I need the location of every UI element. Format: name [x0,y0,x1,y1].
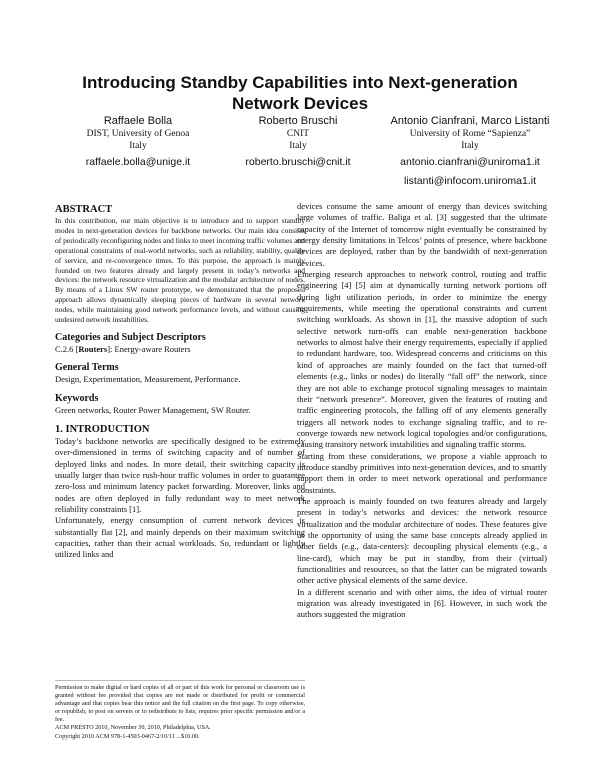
author-affiliation: University of Rome “Sapienza” [409,129,531,139]
author-name: Antonio Cianfrani, Marco Listanti [390,115,550,127]
categories-text [55,344,305,355]
intro-paragraph-2: Unfortunately, energy consumption of current network devices is substantially flat [2], and mainly depends on their maximum switching capacities, rather than their actual workloads. So, redundant or lightly utilized links and [55,515,305,560]
intro-paragraph-1: Today’s backbone networks are specifically designed to be extremely over-dimensioned in terms of switching capacity and of number of deployed links and nodes. In more detail, their switching capacity is usually larger than twice rush-hour traffic volumes in order to guarantee zero-loss and minimum latency packet forwarding. Moreover, links and nodes are often deployed in fully redundant way to meet network reliability constraints [1]. [55,436,305,515]
author-email-2: listanti@infocom.uniroma1.it [403,175,537,187]
category-code: C.2.6 [ [55,343,79,354]
author-country: Italy [129,141,147,151]
author-affiliation: DIST, University of Genoa [86,129,190,139]
author-email: antonio.cianfrani@uniroma1.it [400,156,540,168]
author-email: roberto.bruschi@cnit.it [245,156,351,168]
left-column [55,203,305,561]
permission-notice: Permission to make digital or hard copies of all or part of this work for personal or classroom use is granted without fee provided that copies are not made or distributed for profit or commercial advantage and that copies bear this notice and the full citation on the first page. To copy otherwise, or republish, to post on servers or to redistribute to lists, requires prior specific permission and/or a fee. [55,684,305,724]
abstract-heading: ABSTRACT [55,204,113,215]
right-paragraph-1: devices consume the same amount of energy than devices switching large volumes of traffic. Baliga et al. [3] suggested that the ultimate capacity of the Internet of tomorrow night eventually be constrained by energy density limitations in Telcos’ points of presence, where backbone devices are deployed, rather than by the bandwidth of next-generation devices. [297,201,547,268]
title-line-1: Introducing Standby Capabilities into Next-generation [82,73,518,92]
author-name: Raffaele Bolla [103,115,173,127]
right-paragraph-5: In a different scenario and with other aims, the idea of virtual router migration was already investigated in [6]. However, in such work the authors suggested the migration [297,586,547,620]
category-bold: Routers [78,343,108,354]
paper-title [0,72,600,114]
footnote-divider [55,680,305,681]
title-line-2: Network Devices [231,94,369,113]
conference-line: ACM PRESTO 2010, November 30, 2010, Philadelphia, USA. [55,724,211,732]
author-2 [228,114,368,171]
author-name: Roberto Bruschi [258,115,338,127]
author-country: Italy [289,141,307,151]
copyright-line: Copyright 2010 ACM 978-1-4503-0467-2/10/11 ...$10.00. [55,732,200,740]
author-country: Italy [461,141,479,151]
general-terms-heading: General Terms [55,362,119,374]
right-paragraph-3: Starting from these considerations, we propose a viable approach to introduce standby primitives into next-generation devices, and to smartly support them in order to meet network operational and performance constraints. [297,450,547,495]
author-3 [380,114,560,190]
copyright-footnote [55,684,305,741]
categories-heading: Categories and Subject Descriptors [55,331,206,343]
author-email: raffaele.bolla@unige.it [85,156,191,168]
introduction-heading: 1. INTRODUCTION [55,424,150,435]
keywords-text: Green networks, Router Power Management, SW Router. [55,404,251,415]
right-paragraph-2: Emerging research approaches to network control, routing and traffic engineering [4] [5] aim at dynamically turning network portions off during light utilization periods, in order to minimize the energy requirements, while meeting the operational constraints and current switching workloads. As shown in [1], the massive adoption of such selective network turn-offs can enable next-generation backbone networks to almost halve their energy requirements, especially if applied to redundant hardware, too. Widespread concerns and criticisms on this kind of approaches are mainly founded on the fact that turned-off elements (e.g., links or nodes) do literally “fall off” the network, since they are not able to exchange protocol signaling messages to maintain their “network presence”. Moreover, given the features of routing and traffic engineering protocols, the falling off of any elements generally triggers all network nodes to exchange signaling traffic, and to re-converge towards new network logical topologies and/or configurations, causing transitory network instabilities and signaling traffic storms. [297,269,547,450]
keywords-heading: Keywords [55,392,99,404]
right-column [297,201,547,621]
author-1 [68,114,208,171]
category-rest: ]: Energy-aware Routers [107,343,191,354]
abstract-text: In this contribution, our main objective is to introduce and to support standby modes in next-generation devices for backbone networks. Our main idea consists of periodically reconfiguring nodes and links to meet incoming traffic volumes and operational constraints of real-world networks, such as reliability, stability, quality of service, and re-convergence times. To this purpose, the approach is mainly founded on two features already and largely present in today’s networks and devices: the network resource virtualization and the modular architecture of nodes. By means of a Linux SW router prototype, we demonstrated that the proposed approach allows dynamically sleeping pieces of hardware in several network nodes, while maintaining good network performance levels, and without causing undesired network instabilities. [55,216,305,325]
general-terms-text: Design, Experimentation, Measurement, Performance. [55,374,241,385]
author-affiliation: CNIT [286,129,310,139]
right-paragraph-4: The approach is mainly founded on two features already and largely present in today’s networks and devices: the network resource virtualization and the modular architecture of nodes. These features give us the opportunity of using the same base concepts already applied in other fields (e.g., data-centers): decoupling physical elements (e.g., a line-card), which may be put in standby, from their (virtual) functionalities and resources, so that the latter can be migrated towards other active physical elements of the same device. [297,495,547,586]
